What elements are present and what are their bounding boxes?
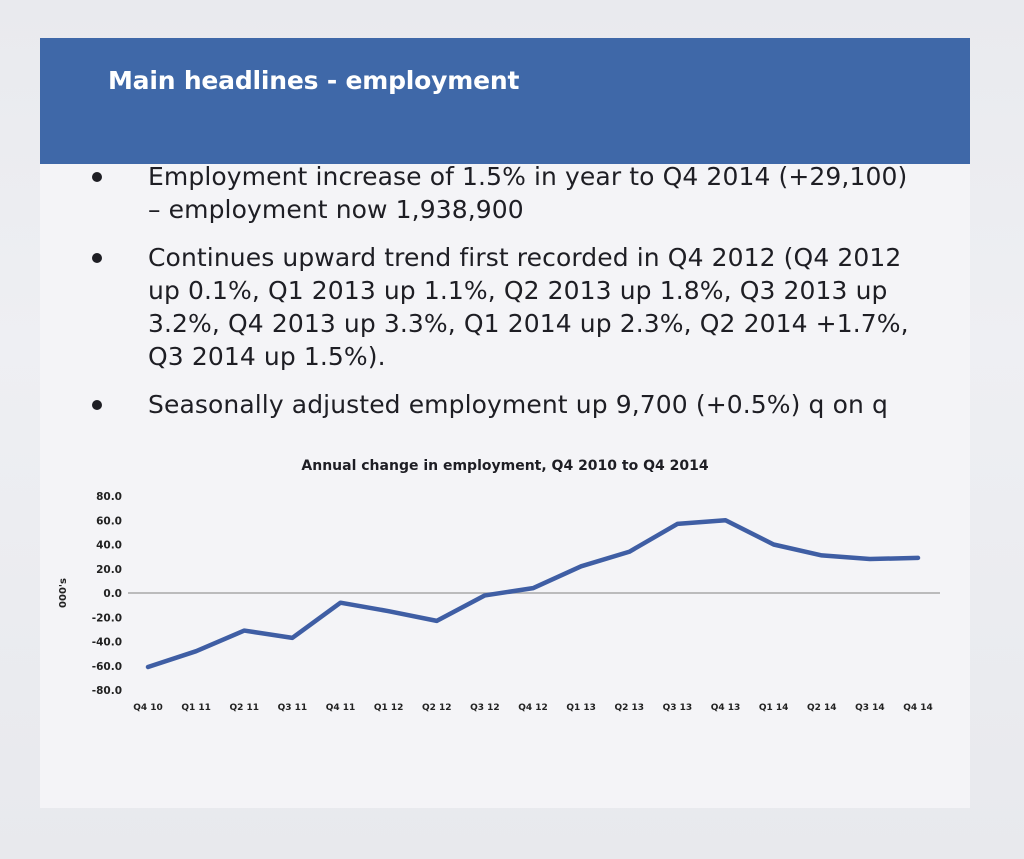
y-tick-label: 80.0	[96, 491, 122, 503]
x-tick-label: Q2 12	[421, 703, 452, 713]
data-point	[532, 587, 535, 590]
data-point	[483, 594, 486, 597]
data-point	[628, 550, 631, 553]
data-point	[291, 636, 294, 639]
data-point	[724, 519, 727, 522]
x-tick-label: Q1 12	[373, 703, 404, 713]
data-point	[917, 556, 920, 559]
y-tick-label: 60.0	[96, 515, 122, 528]
x-tick-label: Q1 13	[566, 703, 596, 713]
data-point	[339, 601, 342, 604]
data-point	[435, 619, 438, 622]
x-tick-label: Q2 13	[614, 703, 645, 713]
x-tick-label: Q2 14	[806, 703, 837, 713]
data-point	[243, 629, 246, 632]
x-tick-label: Q3 13	[662, 703, 693, 713]
x-tick-label: Q1 14	[758, 703, 789, 713]
data-point	[868, 558, 871, 561]
y-tick-label: -60.0	[91, 660, 122, 673]
x-tick-label: Q2 11	[229, 703, 260, 713]
data-point	[147, 665, 150, 668]
data-point	[387, 610, 390, 613]
y-tick-label: -40.0	[91, 636, 122, 649]
x-tick-label: Q3 11	[277, 703, 308, 713]
y-tick-label: 40.0	[96, 539, 122, 552]
y-tick-label: -20.0	[91, 612, 122, 625]
y-axis-label: 000's	[58, 578, 69, 608]
bullet-text: Seasonally adjusted employment up 9,700 (+0.5%) q on q	[148, 390, 888, 419]
x-tick-label: Q1 11	[181, 703, 211, 713]
data-point	[580, 565, 583, 568]
bullet-text: Employment increase of 1.5% in year to Q4 2014 (+29,100) – employment now 1,938,900	[148, 162, 908, 224]
slide-title: Main headlines - employment	[108, 66, 520, 95]
x-tick-label: Q4 14	[903, 703, 933, 713]
data-point	[676, 522, 679, 525]
data-point	[772, 543, 775, 546]
data-point	[820, 554, 823, 557]
x-tick-label: Q3 12	[470, 703, 500, 713]
x-tick-label: Q3 14	[855, 703, 885, 713]
bullet-text: Continues upward trend first recorded in Q4 2012 (Q4 2012 up 0.1%, Q1 2013 up 1.1%, Q2 2013 up 1.8%, Q3 2013 up 3.2%, Q4 2013 up 3.3%, Q1 2014 up 2.3%, Q2 2014 +1.7%, Q3 2014 up 1.5%).	[148, 243, 909, 371]
y-tick-label: 20.0	[96, 563, 122, 576]
x-tick-label: Q4 10	[133, 703, 163, 713]
x-tick-label: Q4 13	[710, 703, 741, 713]
x-tick-label: Q4 11	[325, 703, 356, 713]
y-tick-label: 0.0	[103, 588, 122, 600]
chart-title: Annual change in employment, Q4 2010 to Q4 2014	[301, 458, 709, 474]
data-point	[195, 650, 198, 653]
y-tick-label: -80.0	[91, 685, 122, 697]
x-tick-label: Q4 12	[518, 703, 548, 713]
